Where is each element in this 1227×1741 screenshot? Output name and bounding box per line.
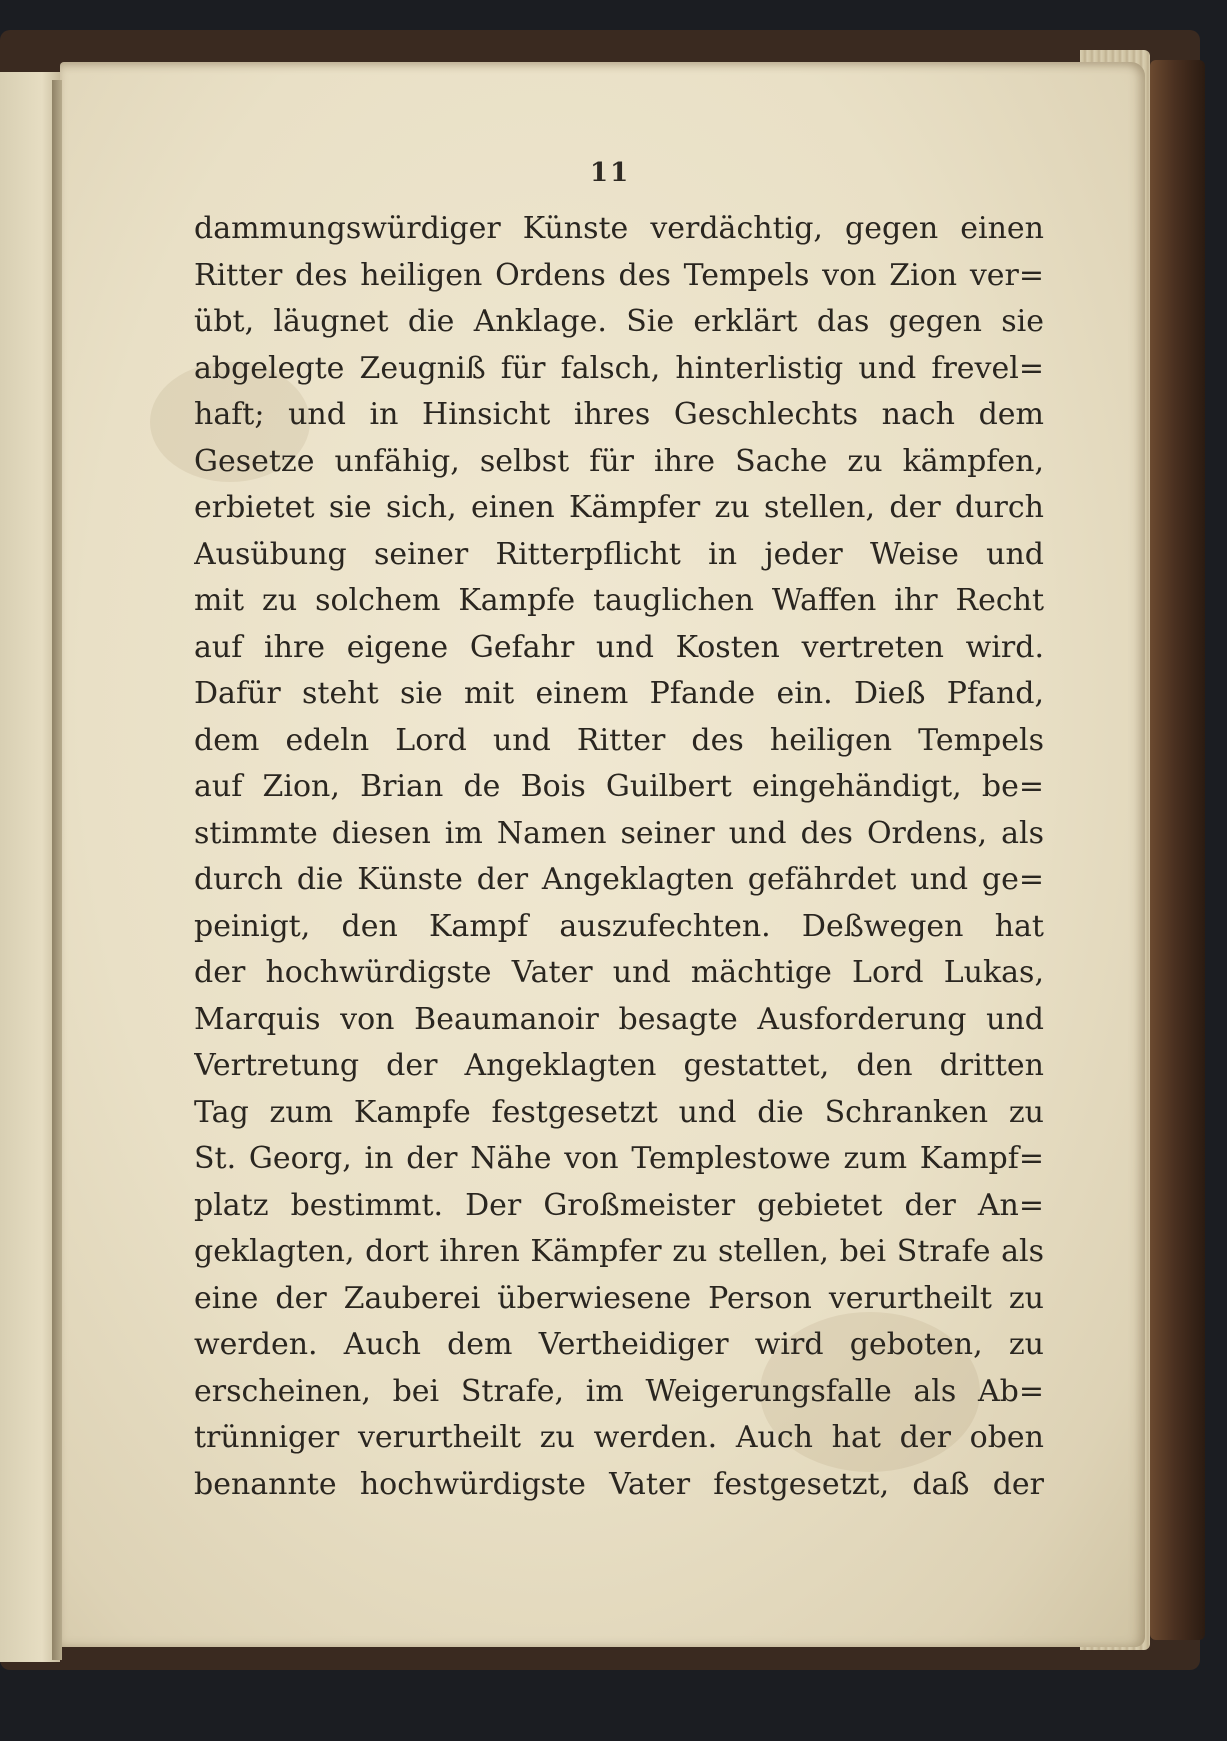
page-number: 11 <box>590 158 631 188</box>
text-line: übt, läugnet die Anklage. Sie erklärt das gegen sie <box>194 304 1044 339</box>
text-line: dammungswürdiger Künste verdächtig, gegen einen <box>194 211 1044 246</box>
text-line: Marquis von Beaumanoir besagte Ausforderung und <box>194 1001 1044 1037</box>
text-line: erbietet sie sich, einen Kämpfer zu stellen, der durch <box>194 490 1044 525</box>
page-gutter <box>52 80 62 1660</box>
text-line: Ritter des heiligen Ordens des Tempels von Zion ver= <box>194 257 1044 293</box>
text-line: dem edeln Lord und Ritter des heiligen Tempels <box>194 722 1044 758</box>
text-line: benannte hochwürdigste Vater festgesetzt, daß der <box>194 1466 1044 1502</box>
text-line: geklagten, dort ihren Kämpfer zu stellen, bei Strafe als <box>194 1234 1044 1269</box>
text-line: Dafür steht sie mit einem Pfande ein. Dieß Pfand, <box>194 676 1044 711</box>
text-line: erscheinen, bei Strafe, im Weigerungsfalle als Ab= <box>194 1373 1044 1409</box>
text-line: Ausübung seiner Ritterpflicht in jeder Weise und <box>194 536 1044 572</box>
text-line: mit zu solchem Kampfe tauglichen Waffen ihr Recht <box>194 583 1044 618</box>
text-line: platz bestimmt. Der Großmeister gebietet der An= <box>194 1187 1044 1223</box>
text-line: der hochwürdigste Vater und mächtige Lord Lukas, <box>194 955 1044 990</box>
text-line: stimmte diesen im Namen seiner und des Ordens, als <box>194 815 1044 851</box>
text-line: trünniger verurtheilt zu werden. Auch hat der oben <box>194 1420 1044 1455</box>
text-line: werden. Auch dem Vertheidiger wird geboten, zu <box>194 1327 1044 1362</box>
text-line: Gesetze unfähig, selbst für ihre Sache zu kämpfen, <box>194 443 1044 479</box>
book-spine-edge <box>1150 60 1205 1640</box>
text-line: auf Zion, Brian de Bois Guilbert eingehändigt, be= <box>194 769 1044 804</box>
text-line: peinigt, den Kampf auszufechten. Deßwegen hat <box>194 908 1044 944</box>
page-body-text <box>194 206 1044 1508</box>
text-line: haft; und in Hinsicht ihres Geschlechts nach dem <box>194 397 1044 432</box>
text-line: auf ihre eigene Gefahr und Kosten vertreten wird. <box>194 629 1044 665</box>
text-line: Tag zum Kampfe festgesetzt und die Schranken zu <box>194 1094 1044 1130</box>
text-line: Vertretung der Angeklagten gestattet, den dritten <box>194 1048 1044 1083</box>
text-line: durch die Künste der Angeklagten gefährdet und ge= <box>194 862 1044 897</box>
text-line: St. Georg, in der Nähe von Templestowe zum Kampf= <box>194 1141 1044 1176</box>
text-line: abgelegte Zeugniß für falsch, hinterlistig und frevel= <box>194 350 1044 386</box>
text-line: eine der Zauberei überwiesene Person verurtheilt zu <box>194 1280 1044 1316</box>
left-facing-page <box>0 72 60 1662</box>
